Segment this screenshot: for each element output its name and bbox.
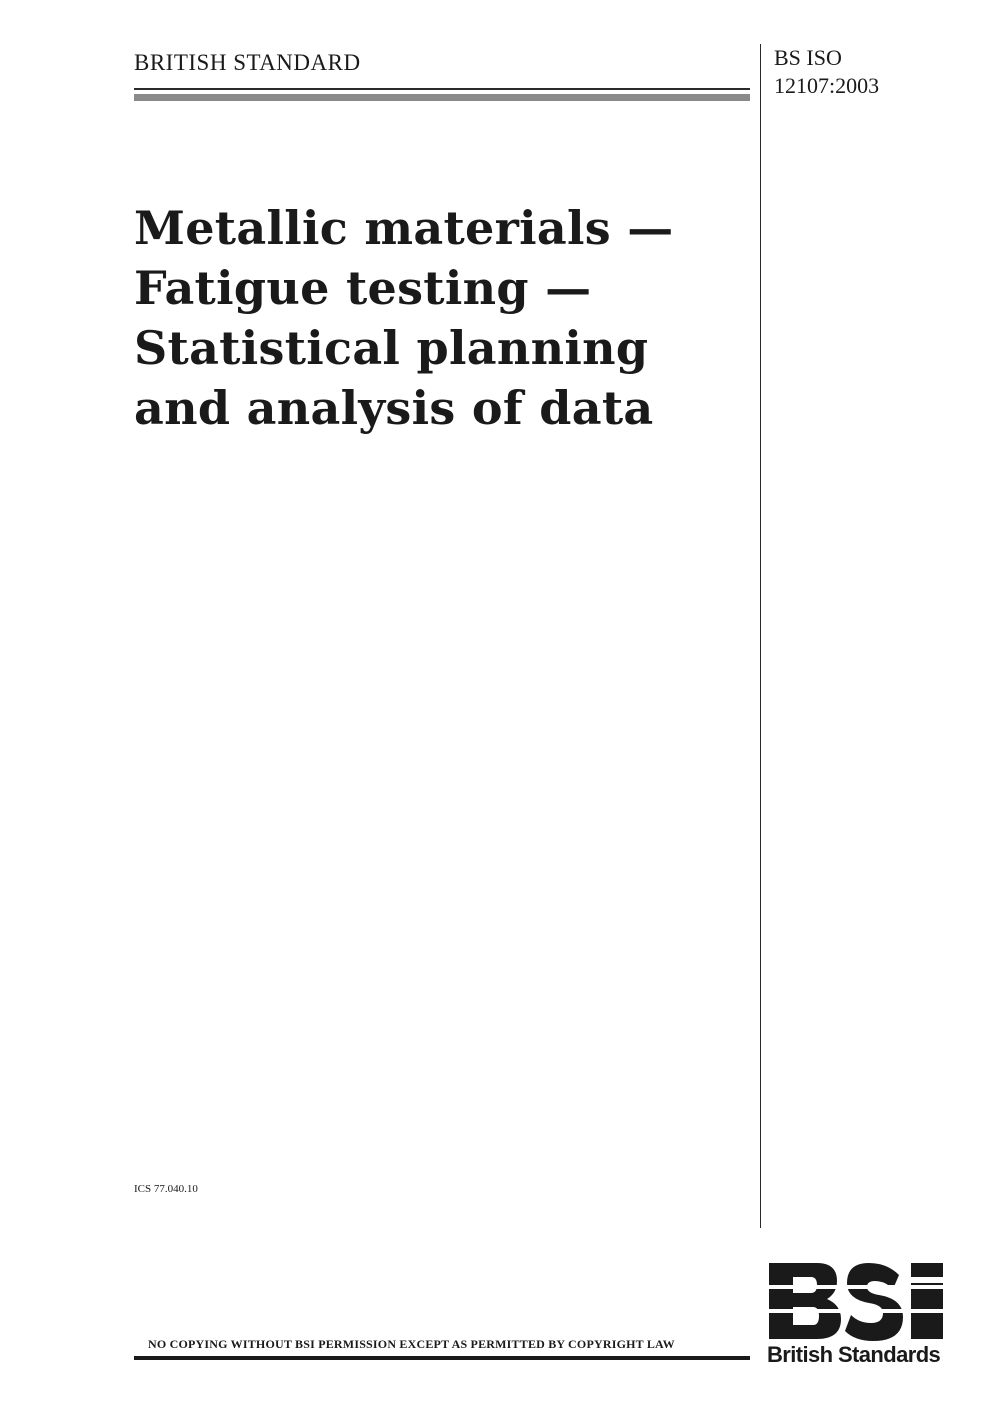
- bsi-logo-caption: British Standards: [767, 1342, 941, 1367]
- title-line-3: Statistical planning: [134, 321, 649, 375]
- header-rule-thin: [134, 88, 750, 90]
- footer-rule: [134, 1356, 750, 1360]
- document-type-label: BRITISH STANDARD: [134, 50, 361, 75]
- standard-number-line2: 12107:2003: [774, 73, 880, 98]
- ics-code: ICS 77.040.10: [134, 1183, 198, 1195]
- header-rule-thick: [134, 94, 750, 101]
- standard-number-line1: BS ISO: [774, 45, 842, 70]
- title-line-1: Metallic materials —: [134, 201, 674, 255]
- copyright-notice: NO COPYING WITHOUT BSI PERMISSION EXCEPT AS PERMITTED BY COPYRIGHT LAW: [148, 1337, 675, 1351]
- title-line-4: and analysis of data: [134, 381, 654, 435]
- standard-number: [774, 44, 879, 100]
- document-title: [134, 198, 754, 438]
- margin-vertical-rule: [760, 44, 761, 1228]
- bsi-logo-icon: [767, 1261, 945, 1341]
- title-line-2: Fatigue testing —: [134, 261, 592, 315]
